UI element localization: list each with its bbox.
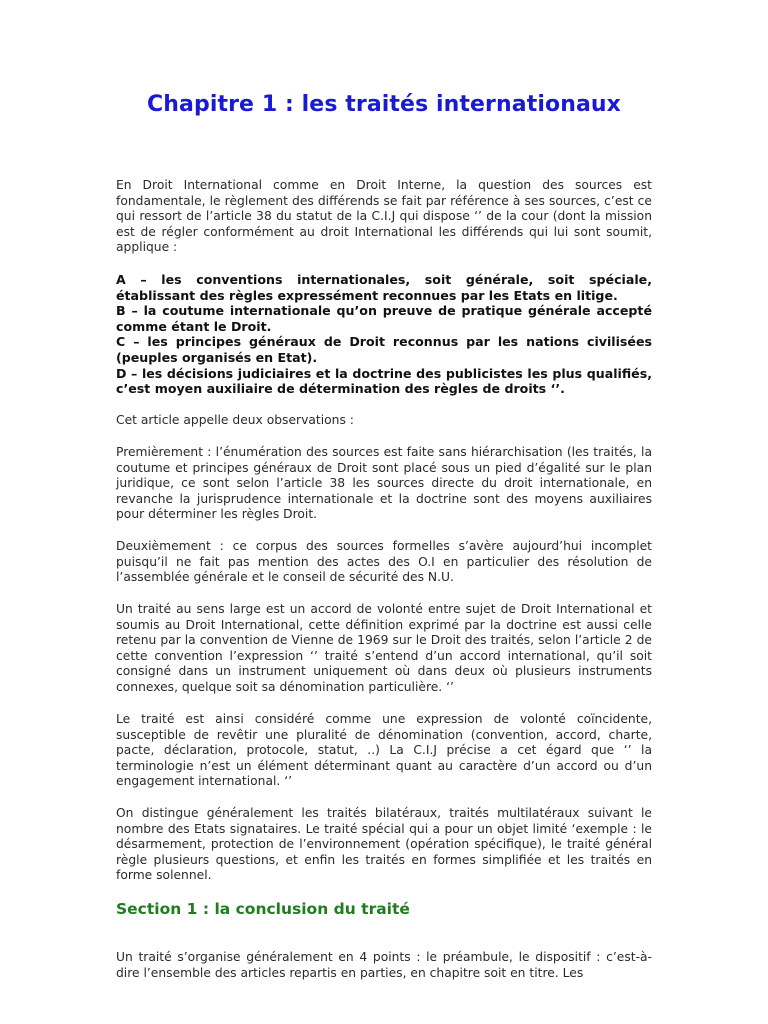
sources-list (116, 272, 652, 397)
chapter-title: Chapitre 1 : les traités internationaux (147, 92, 621, 117)
paragraph-observations: Cet article appelle deux observations : (116, 413, 354, 427)
sources-list-item-c: C – les principes généraux de Droit reconnus par les nations civilisées (peuples organisés en Etat). (116, 334, 652, 365)
section-title: Section 1 : la conclusion du traité (116, 900, 410, 918)
paragraph-intro: En Droit International comme en Droit Interne, la question des sources est fondamentale, le règlement des différends se fait par référence à ses sources, c’est ce qui ressort de l’article 38 du statut de la C.I.J qui dispose ‘’ de la cour (dont la mission est de régler conformément au droit International les différends qui lui sont soumit, applique : (116, 178, 652, 255)
sources-list-item-d: D – les décisions judiciaires et la doctrine des publicistes les plus qualifiés, c’est moyen auxiliaire de détermination des règles de droits ‘’. (116, 365, 652, 397)
paragraph-traite-definition: Un traité au sens large est un accord de volonté entre sujet de Droit International et soumis au Droit International, cette définition exprimé par la doctrine est aussi celle retenu par la convention de Vienne de 1969 sur le Droit des traités, selon l’article 2 de cette convention l’expression ‘’ traité s’entend d’un accord international, qu’il soit consigné dans un instrument uniquement où dans deux où plusieurs instruments connexes, quelque soit sa dénomination particulière. ‘’ (116, 602, 652, 694)
sources-list-item-a: A – les conventions internationales, soit générale, soit spéciale, établissant des règles expressément reconnues par les Etats en litige. (116, 272, 652, 303)
paragraph-distinction: On distingue généralement les traités bilatéraux, traités multilatéraux suivant le nombre des Etats signataires. Le traité spécial qui a pour un objet limité ‘exemple : le désarmement, protection de l’environnement (opération spécifique), le traité général règle plusieurs questions, et enfin les traités en formes simplifiée et les traités en forme solennel. (116, 806, 652, 883)
paragraph-deuxiemement: Deuxièmement : ce corpus des sources formelles s’avère aujourd’hui incomplet puisqu’il ne fait pas mention des actes des O.I en particulier des résolution de l’assemblée générale et le conseil de sécurité des N.U. (116, 539, 652, 585)
paragraph-premierement: Premièrement : l’énumération des sources est faite sans hiérarchisation (les traités, la coutume et principes généraux de Droit sont placé sous un pied d’égalité sur le plan juridique, ce sont selon l’article 38 les sources directe du droit internationale, en revanche la jurisprudence internationale et la doctrine sont des moyens auxiliaires pour déterminer les règles Droit. (116, 445, 652, 522)
paragraph-organisation: Un traité s’organise généralement en 4 points : le préambule, le dispositif : c’est-à-dire l’ensemble des articles repartis en parties, en chapitre soit en titre. Les (116, 950, 652, 980)
paragraph-expression-volonte: Le traité est ainsi considéré comme une expression de volonté coïncidente, susceptible de revêtir une pluralité de dénomination (convention, accord, charte, pacte, déclaration, protocole, statut, ..) La C.I.J précise a cet égard que ‘’ la terminologie n’est un élément déterminant quant au caractère d’un accord ou d’un engagement international. ‘’ (116, 712, 652, 789)
sources-list-item-b: B – la coutume internationale qu’on preuve de pratique générale accepté comme étant le Droit. (116, 303, 652, 334)
